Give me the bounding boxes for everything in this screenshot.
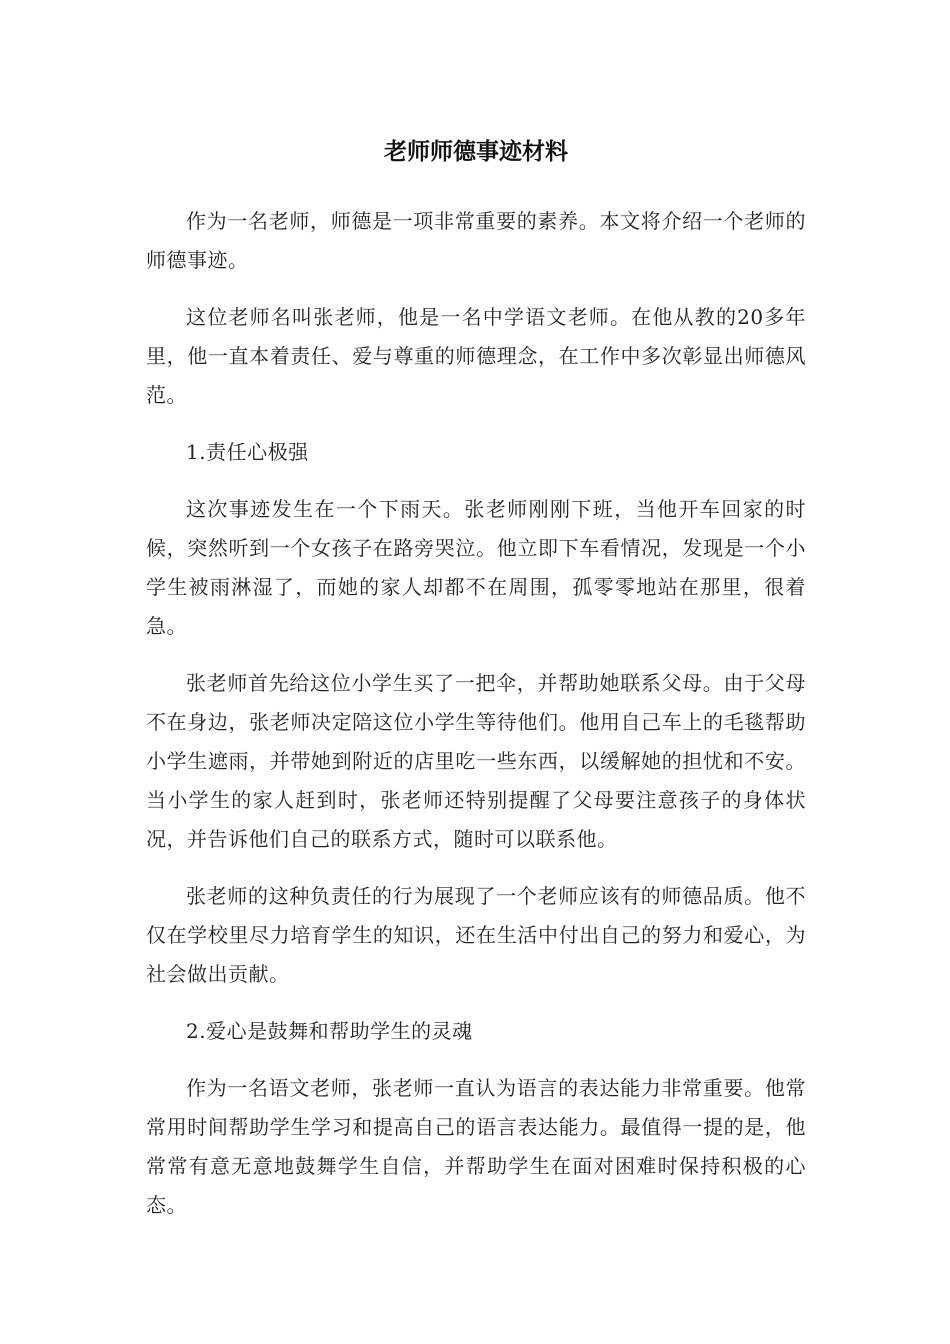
section-heading-2: 2.爱心是鼓舞和帮助学生的灵魂 [186, 1018, 473, 1043]
paragraph-rain-story: 这次事迹发生在一个下雨天。张老师刚刚下班，当他开车回家的时候，突然听到一个女孩子在路旁哭泣。他立即下车看情况，发现是一个小学生被雨淋湿了，而她的家人却都不在周围，孤零零地站在那里，很着急。 [146, 496, 806, 638]
paragraph-intro: 作为一名老师，师德是一项非常重要的素养。本文将介绍一个老师的师德事迹。 [146, 208, 806, 272]
paragraph-help-story: 张老师首先给这位小学生买了一把伞，并帮助她联系父母。由于父母不在身边，张老师决定陪这位小学生等待他们。他用自己车上的毛毯帮助小学生遮雨，并带她到附近的店里吃一些东西，以缓解她的担忧和不安。当小学生的家人赶到时，张老师还特别提醒了父母要注意孩子的身体状况，并告诉他们自己的联系方式，随时可以联系他。 [146, 670, 806, 851]
paragraph-teacher-intro: 这位老师名叫张老师，他是一名中学语文老师。在他从教的20多年里，他一直本着责任、爱与尊重的师德理念，在工作中多次彰显出师德风范。 [146, 304, 806, 407]
document-title: 老师师德事迹材料 [384, 139, 568, 165]
paragraph-responsibility-summary: 张老师的这种负责任的行为展现了一个老师应该有的师德品质。他不仅在学校里尽力培育学生的知识，还在生活中付出自己的努力和爱心，为社会做出贡献。 [146, 883, 806, 986]
section-heading-1: 1.责任心极强 [186, 439, 309, 464]
document-page [146, 130, 806, 1243]
paragraph-language-teaching: 作为一名语文老师，张老师一直认为语言的表达能力非常重要。他常常用时间帮助学生学习和提高自己的语言表达能力。最值得一提的是，他常常有意无意地鼓舞学生自信，并帮助学生在面对困难时保持积极的心态。 [146, 1075, 806, 1217]
